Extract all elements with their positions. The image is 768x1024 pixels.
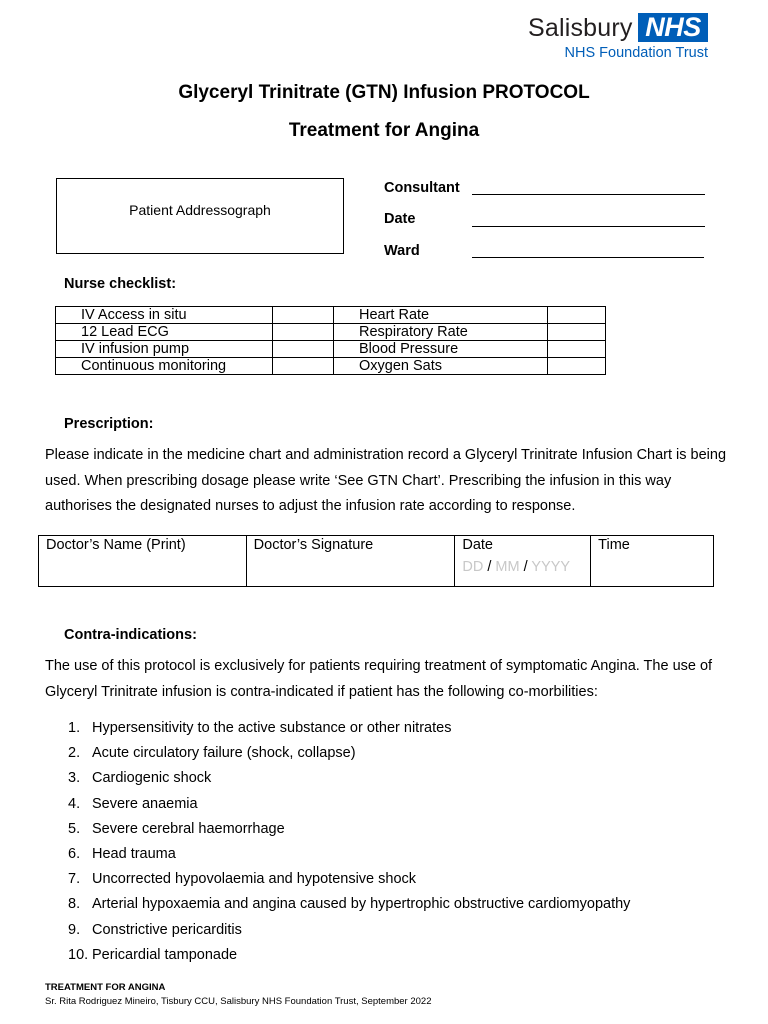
month-placeholder: MM	[495, 559, 520, 575]
checklist-checkbox[interactable]	[273, 324, 334, 341]
date-label: Date	[384, 211, 416, 227]
nurse-checklist-heading: Nurse checklist:	[64, 276, 177, 292]
checklist-item: Oxygen Sats	[334, 358, 548, 375]
list-item: 4. Severe anaemia	[68, 795, 198, 812]
contra-indications-heading: Contra-indications:	[64, 627, 197, 643]
list-item: 7. Uncorrected hypovolaemia and hypotensive shock	[68, 871, 417, 888]
table-row	[56, 341, 606, 358]
list-item: 1. Hypersensitivity to the active substance or other nitrates	[68, 720, 452, 736]
trust-name: Salisbury	[528, 14, 633, 42]
day-placeholder: DD	[462, 559, 484, 575]
nurse-checklist-table	[55, 306, 606, 375]
list-item: 10. Pericardial tamponade	[68, 946, 238, 963]
checklist-checkbox[interactable]	[548, 341, 606, 358]
list-item: 8. Arterial hypoxaemia and angina caused by hypertrophic obstructive cardiomyopathy	[68, 896, 631, 913]
checklist-item: IV Access in situ	[56, 307, 273, 324]
list-item: 2. Acute circulatory failure (shock, collapse)	[68, 745, 356, 762]
table-row	[56, 324, 606, 341]
checklist-item: 12 Lead ECG	[56, 324, 273, 341]
doctor-name-label: Doctor’s Name (Print)	[46, 537, 186, 553]
table-row	[56, 358, 606, 375]
date-cell[interactable]	[455, 536, 591, 587]
list-item: 6. Head trauma	[68, 845, 176, 862]
year-placeholder: YYYY	[531, 559, 571, 575]
date-format-placeholder	[462, 559, 583, 575]
checklist-checkbox[interactable]	[548, 358, 606, 375]
doctor-name-cell[interactable]	[39, 536, 247, 587]
checklist-checkbox[interactable]	[548, 324, 606, 341]
nhs-logo: NHS	[638, 13, 708, 42]
contra-indications-text: The use of this protocol is exclusively for patients requiring treatment of symptomatic Angina. The use of Glyceryl Trinitrate infusion is contra-indicated if patient has the following co-morbilities:	[45, 658, 713, 700]
patient-addressograph-box[interactable]	[56, 178, 344, 254]
checklist-item: IV infusion pump	[56, 341, 273, 358]
date-cell-label: Date	[462, 537, 493, 553]
document-title: Glyceryl Trinitrate (GTN) Infusion PROTOCOL	[178, 82, 590, 103]
checklist-checkbox[interactable]	[273, 341, 334, 358]
trust-subtitle: NHS Foundation Trust	[564, 45, 708, 61]
checklist-item: Respiratory Rate	[334, 324, 548, 341]
time-cell[interactable]	[591, 536, 714, 587]
date-separator: /	[523, 559, 528, 575]
consultant-field[interactable]	[472, 194, 705, 195]
ward-field[interactable]	[472, 257, 704, 258]
doctor-signature-table	[38, 535, 714, 587]
doctor-signature-label: Doctor’s Signature	[253, 537, 374, 553]
checklist-item: Continuous monitoring	[56, 358, 273, 375]
time-label: Time	[598, 537, 630, 553]
table-row	[56, 307, 606, 324]
footer-credit: Sr. Rita Rodriguez Mineiro, Tisbury CCU, Salisbury NHS Foundation Trust, September 2022	[45, 996, 432, 1007]
contra-indications-list	[45, 716, 745, 968]
date-field[interactable]	[472, 226, 705, 227]
list-item: 9. Constrictive pericarditis	[68, 921, 242, 938]
date-separator: /	[487, 559, 492, 575]
list-item: 3. Cardiogenic shock	[68, 770, 212, 787]
footer-title: TREATMENT FOR ANGINA	[45, 982, 166, 993]
list-item: 5. Severe cerebral haemorrhage	[68, 820, 285, 837]
document-subtitle: Treatment for Angina	[288, 120, 480, 141]
checklist-item: Blood Pressure	[334, 341, 548, 358]
checklist-checkbox[interactable]	[273, 358, 334, 375]
checklist-item: Heart Rate	[334, 307, 548, 324]
addressograph-label: Patient Addressograph	[129, 202, 271, 218]
prescription-text: Please indicate in the medicine chart and administration record a Glyceryl Trinitrate Infusion Chart is being used. When prescribing dosage please write ‘See GTN Chart’. Prescribing the infusion in this way authorises the designated nurses to adjust the infusion rate according to response.	[45, 447, 727, 514]
ward-label: Ward	[384, 243, 420, 259]
consultant-label: Consultant	[384, 180, 460, 196]
prescription-heading: Prescription:	[64, 416, 154, 432]
checklist-checkbox[interactable]	[273, 307, 334, 324]
table-row	[39, 536, 714, 587]
doctor-signature-cell[interactable]	[246, 536, 455, 587]
checklist-checkbox[interactable]	[548, 307, 606, 324]
